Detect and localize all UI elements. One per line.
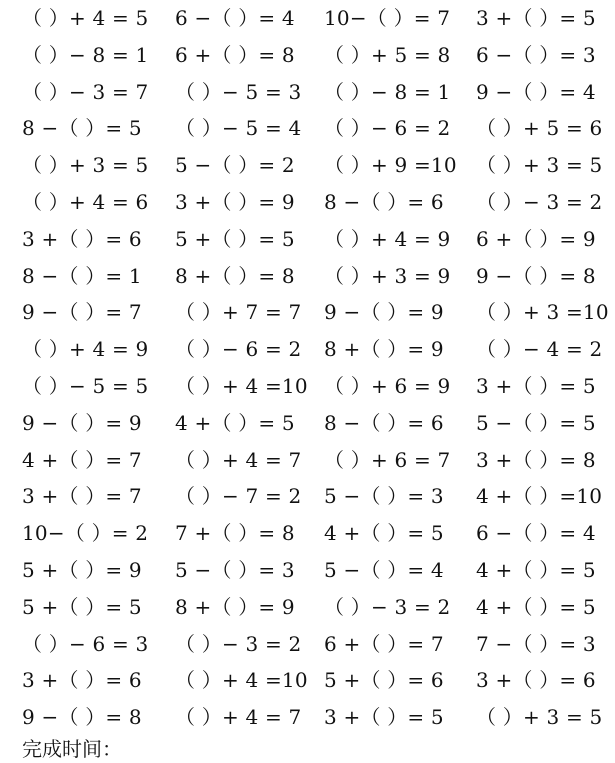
equation-row — [0, 515, 615, 552]
equation-row — [0, 552, 615, 589]
equation-item: （ ）− 6 = 3 — [22, 631, 149, 656]
equation-item: （ ）+ 9 =10 — [324, 153, 457, 178]
equation-item: 8 −（ ）= 1 — [22, 263, 142, 288]
equation-row — [0, 589, 615, 626]
equation-item: （ ）+ 4 = 9 — [324, 226, 451, 251]
equation-item: 6 +（ ）= 9 — [476, 226, 596, 251]
equation-item: （ ）+ 4 =10 — [175, 668, 308, 693]
equation-row — [0, 0, 615, 37]
equation-item: （ ）+ 6 = 7 — [324, 447, 451, 472]
equation-item: 4 +（ ）= 7 — [22, 447, 142, 472]
equation-item: 5 +（ ）= 5 — [22, 594, 142, 619]
equation-item: 3 +（ ）= 8 — [476, 447, 596, 472]
equation-item: 3 +（ ）= 6 — [476, 668, 596, 693]
equation-item: 6 +（ ）= 7 — [324, 631, 444, 656]
equation-item: 7 +（ ）= 8 — [175, 521, 295, 546]
equation-item: （ ）− 6 = 2 — [175, 337, 302, 362]
equation-item: 9 −（ ）= 4 — [476, 79, 596, 104]
equation-item: 8 −（ ）= 6 — [324, 410, 444, 435]
equation-item: （ ）+ 3 = 5 — [476, 705, 603, 730]
equation-row — [0, 442, 615, 479]
equation-item: （ ）− 8 = 1 — [22, 42, 149, 67]
equation-item: 4 +（ ）= 5 — [476, 594, 596, 619]
equation-item: 5 −（ ）= 2 — [175, 153, 295, 178]
equation-item: （ ）+ 4 = 6 — [22, 189, 149, 214]
equation-item: （ ）− 3 = 2 — [476, 189, 603, 214]
equation-row — [0, 331, 615, 368]
equation-row — [0, 184, 615, 221]
equation-item: 3 +（ ）= 6 — [22, 668, 142, 693]
equation-item: （ ）− 5 = 3 — [175, 79, 302, 104]
equation-row — [0, 147, 615, 184]
equation-item: 5 −（ ）= 3 — [175, 557, 295, 582]
equation-item: 5 +（ ）= 9 — [22, 557, 142, 582]
equation-item: （ ）− 3 = 7 — [22, 79, 149, 104]
equation-item: （ ）+ 4 = 7 — [175, 705, 302, 730]
equation-item: 8 +（ ）= 9 — [175, 594, 295, 619]
equation-row — [0, 258, 615, 295]
equation-item: 8 +（ ）= 9 — [324, 337, 444, 362]
equation-item: 4 +（ ）= 5 — [324, 521, 444, 546]
equation-item: 5 −（ ）= 4 — [324, 557, 444, 582]
equation-row — [0, 221, 615, 258]
equation-item: 10−（ ）= 2 — [22, 521, 149, 546]
equation-item: （ ）− 8 = 1 — [324, 79, 451, 104]
equation-item: 6 −（ ）= 3 — [476, 42, 596, 67]
equation-item: （ ）− 5 = 5 — [22, 373, 149, 398]
equation-item: 9 −（ ）= 9 — [22, 410, 142, 435]
equation-row — [0, 662, 615, 699]
equation-item: 10−（ ）= 7 — [324, 6, 451, 30]
equation-item: （ ）− 6 = 2 — [324, 116, 451, 141]
equation-item: （ ）+ 7 = 7 — [175, 300, 302, 325]
equation-item: （ ）+ 5 = 6 — [476, 116, 603, 141]
equation-item: 9 −（ ）= 9 — [324, 300, 444, 325]
equation-item: 9 −（ ）= 8 — [476, 263, 596, 288]
equation-item: （ ）− 4 = 2 — [476, 337, 603, 362]
equation-row — [0, 294, 615, 331]
equation-item: 3 +（ ）= 5 — [476, 6, 596, 30]
equation-item: 4 +（ ）= 5 — [175, 410, 295, 435]
equation-item: 5 −（ ）= 5 — [476, 410, 596, 435]
equation-item: 8 −（ ）= 5 — [22, 116, 142, 141]
equation-item: （ ）+ 3 =10 — [476, 300, 609, 325]
equation-row — [0, 478, 615, 515]
equation-item: （ ）+ 3 = 5 — [476, 153, 603, 178]
completion-time-label: 完成时间： — [22, 737, 122, 761]
equation-item: （ ）− 7 = 2 — [175, 484, 302, 509]
equation-item: （ ）+ 5 = 8 — [324, 42, 451, 67]
equation-item: 6 −（ ）= 4 — [175, 6, 295, 30]
equation-item: （ ）+ 3 = 5 — [22, 153, 149, 178]
equation-item: 4 +（ ）= 5 — [476, 557, 596, 582]
equation-item: （ ）− 5 = 4 — [175, 116, 302, 141]
equation-item: 3 +（ ）= 9 — [175, 189, 295, 214]
equation-item: （ ）+ 4 = 7 — [175, 447, 302, 472]
equation-row — [0, 405, 615, 442]
equation-item: 6 +（ ）= 8 — [175, 42, 295, 67]
equation-item: （ ）+ 4 = 5 — [22, 6, 149, 30]
equation-item: 5 +（ ）= 5 — [175, 226, 295, 251]
equation-item: 5 −（ ）= 3 — [324, 484, 444, 509]
equation-item: （ ）+ 3 = 9 — [324, 263, 451, 288]
equation-item: 9 −（ ）= 7 — [22, 300, 142, 325]
equation-item: （ ）− 3 = 2 — [324, 594, 451, 619]
equation-item: （ ）+ 4 = 9 — [22, 337, 149, 362]
equation-item: （ ）+ 4 =10 — [175, 373, 308, 398]
equation-item: 3 +（ ）= 5 — [476, 373, 596, 398]
equation-item: 8 −（ ）= 6 — [324, 189, 444, 214]
equation-row — [0, 368, 615, 405]
equation-item: 3 +（ ）= 7 — [22, 484, 142, 509]
equation-item: 8 +（ ）= 8 — [175, 263, 295, 288]
equation-item: 3 +（ ）= 5 — [324, 705, 444, 730]
equation-row — [0, 626, 615, 663]
equation-row — [0, 699, 615, 736]
equation-item: 9 −（ ）= 8 — [22, 705, 142, 730]
equation-item: （ ）+ 6 = 9 — [324, 373, 451, 398]
equation-item: （ ）− 3 = 2 — [175, 631, 302, 656]
equation-row — [0, 37, 615, 74]
equation-item: 5 +（ ）= 6 — [324, 668, 444, 693]
equation-row — [0, 110, 615, 147]
equation-item: 4 +（ ）=10 — [476, 484, 603, 509]
equation-item: 6 −（ ）= 4 — [476, 521, 596, 546]
equation-item: 3 +（ ）= 6 — [22, 226, 142, 251]
equation-row — [0, 74, 615, 111]
equation-item: 7 −（ ）= 3 — [476, 631, 596, 656]
